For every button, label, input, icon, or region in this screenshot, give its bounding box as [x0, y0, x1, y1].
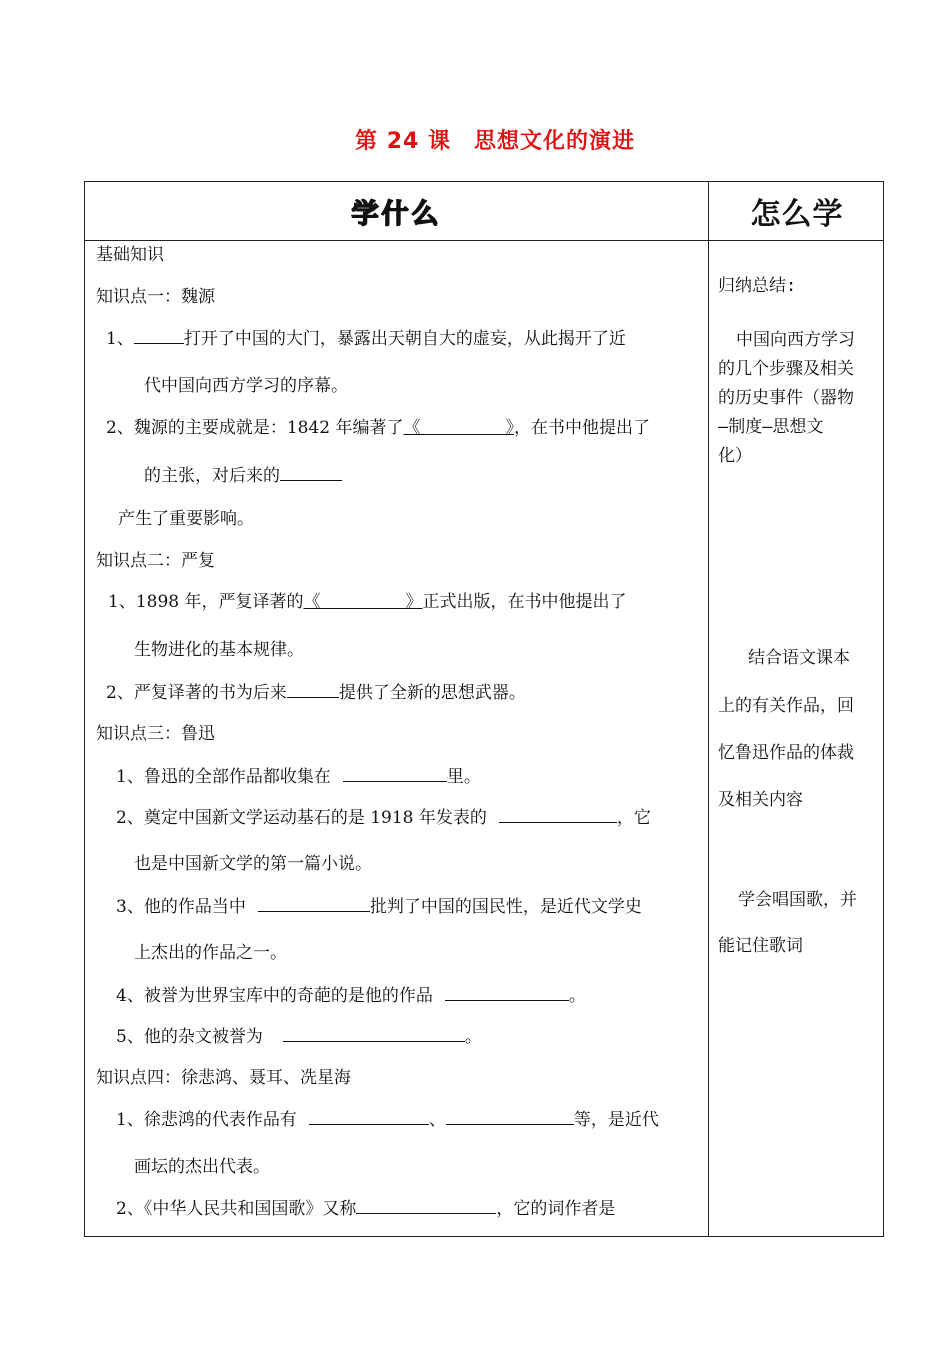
kp3-heading: 知识点三：鲁迅 [96, 724, 215, 744]
blank [287, 682, 339, 698]
kp2-heading: 知识点二：严复 [96, 551, 215, 571]
kp2-q2: 2、严复译著的书为后来 提供了全新的思想武器。 [106, 683, 526, 703]
summary-line: 的历史事件（器物 [718, 388, 854, 408]
kp1-q2-line2: 的主张，对后来的 [144, 465, 342, 486]
book-title-blank: 《 》 [403, 418, 514, 438]
summary-line: 化） [718, 446, 752, 466]
column-divider [708, 182, 709, 1236]
summary-line: 的几个步骤及相关 [718, 359, 854, 379]
kp3-q1: 1、鲁迅的全部作品都收集在 里。 [116, 767, 481, 787]
kp3-q5: 5、他的杂文被誉为 。 [116, 1027, 482, 1047]
blank [134, 328, 184, 344]
luxun-note-line: 忆鲁迅作品的体裁 [718, 743, 854, 763]
section-basic-knowledge: 基础知识 [96, 245, 164, 265]
kp3-q3-line1: 3、他的作品当中 批判了中国的国民性，是近代文学史 [116, 897, 642, 917]
kp3-q4: 4、被誉为世界宝库中的奇葩的是他的作品 。 [116, 986, 586, 1006]
summary-label: 归纳总结: [718, 276, 797, 296]
blank [356, 1198, 496, 1214]
kp1-q1-line1: 1、 打开了中国的大门，暴露出天朝自大的虚妄，从此揭开了近 [106, 329, 626, 349]
blank [258, 896, 370, 912]
book-title-blank: 《 》 [303, 592, 423, 612]
kp2-q1-line1: 1、1898 年，严复译著的《 》正式出版，在书中他提出了 [108, 592, 627, 612]
header-divider [85, 240, 883, 241]
kp4-q1-line2: 画坛的杰出代表。 [134, 1157, 270, 1177]
kp4-q2: 2、《中华人民共和国国歌》又称 ，它的词作者是 [116, 1199, 616, 1219]
kp3-q2-line2: 也是中国新文学的第一篇小说。 [134, 854, 372, 874]
kp1-q1-line2: 代中国向西方学习的序幕。 [144, 376, 348, 396]
header-how-to-learn: 怎么学 [750, 197, 844, 232]
kp2-q1-line2: 生物进化的基本规律。 [134, 640, 304, 660]
blank [446, 1109, 574, 1125]
luxun-note-line: 及相关内容 [718, 790, 803, 810]
luxun-note-line: 上的有关作品，回 [718, 696, 854, 716]
blank [280, 465, 342, 481]
kp3-q3-line2: 上杰出的作品之一。 [134, 943, 287, 963]
luxun-note-line: 结合语文课本 [748, 648, 850, 668]
anthem-note-line: 能记住歌词 [718, 936, 803, 956]
summary-line: —制度—思想文 [718, 417, 824, 437]
kp4-q1-line1: 1、徐悲鸿的代表作品有 、 等，是近代 [116, 1110, 659, 1130]
kp1-q2-line1: 2、魏源的主要成就是：1842 年编著了《 》，在书中他提出了 [106, 418, 650, 438]
blank [343, 766, 447, 782]
page-title: 第 24 课 思想文化的演进 [355, 129, 635, 154]
kp3-q2-line1: 2、奠定中国新文学运动基石的是 1918 年发表的 ，它 [116, 808, 651, 828]
kp1-q2-line3: 产生了重要影响。 [118, 509, 254, 529]
kp1-heading: 知识点一：魏源 [96, 287, 215, 307]
blank [309, 1109, 429, 1125]
summary-line: 中国向西方学习 [736, 330, 855, 350]
blank [283, 1026, 465, 1042]
header-what-to-learn: 学什么 [351, 198, 442, 230]
blank [445, 985, 569, 1001]
blank [499, 807, 617, 823]
anthem-note-line: 学会唱国歌，并 [738, 890, 857, 910]
kp4-heading: 知识点四：徐悲鸿、聂耳、冼星海 [96, 1068, 351, 1088]
